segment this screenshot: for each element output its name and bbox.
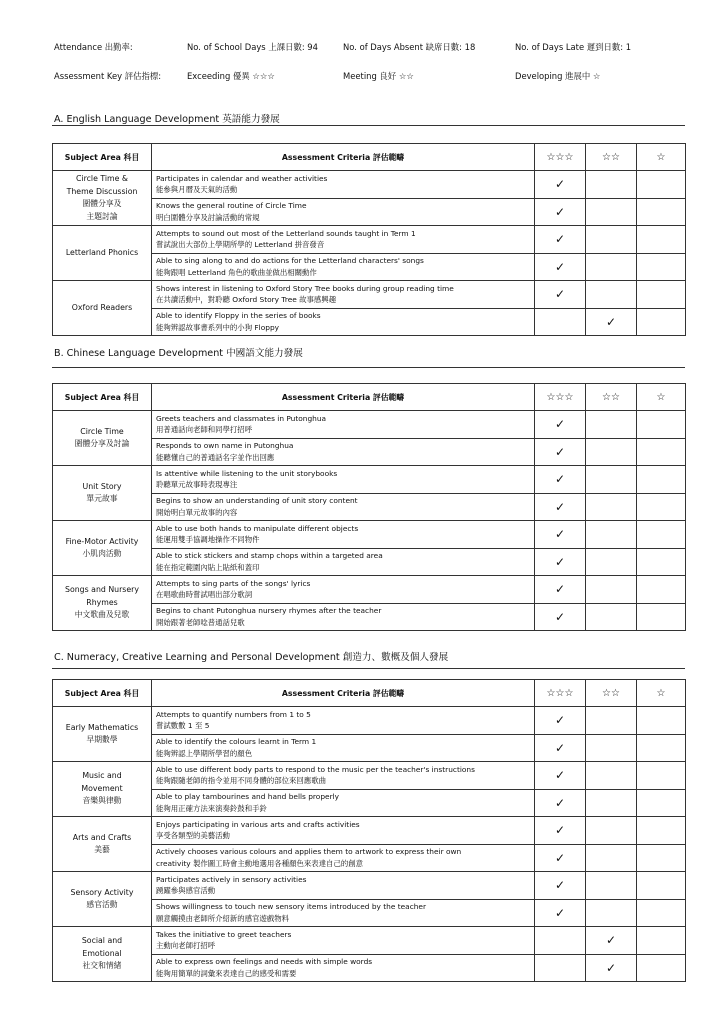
subject-area-cell — [53, 707, 152, 762]
criteria-chinese: 能夠用簡單的詞彙來表達自己的感受和需要 — [156, 968, 297, 978]
rating-exceeding-cell — [535, 226, 586, 254]
rating-exceeding-cell — [535, 789, 586, 817]
chinese-assessment-table — [52, 383, 686, 631]
criteria-english: Shows willingness to touch new sensory items introduced by the teacher — [156, 902, 427, 912]
rating-exceeding-cell — [535, 762, 586, 790]
subject-area-label: Early Mathematics — [65, 722, 139, 732]
subject-area-cell — [53, 872, 152, 927]
subject-area-cell — [53, 762, 152, 817]
check-icon: ✓ — [554, 850, 566, 865]
rating-exceeding-cell — [535, 493, 586, 521]
table-row — [53, 817, 686, 845]
criteria-english: Able to express own feelings and needs with simple words — [156, 957, 373, 967]
developing-header: ☆ — [637, 144, 686, 171]
rating-developing-cell — [637, 521, 686, 549]
subject-area-cell — [53, 226, 152, 281]
subject-area-label: Songs and Nursery — [65, 585, 139, 595]
criteria-header: Assessment Criteria 評估範疇 — [152, 680, 535, 707]
subject-area-header: Subject Area 科目 — [53, 144, 152, 171]
criteria-chinese: 明白圍體分享及討論活動的常規 — [156, 212, 260, 222]
exceeding-header: ☆☆☆ — [535, 144, 586, 171]
criteria-chinese: 能夠辨認故事書系列中的小狗 Floppy — [156, 322, 280, 332]
key-meeting: Meeting 良好 ☆☆ — [343, 71, 414, 81]
criteria-header: Assessment Criteria 評估範疇 — [152, 384, 535, 411]
check-icon: ✓ — [554, 740, 566, 755]
subject-area-cell — [53, 576, 152, 631]
table-row — [53, 872, 686, 900]
criteria-english: Begins to chant Putonghua nursery rhymes after the teacher — [156, 606, 382, 616]
criteria-chinese: 聆聽單元故事時表現專注 — [156, 480, 238, 490]
rating-developing-cell — [637, 548, 686, 576]
subject-area-label: 單元故事 — [86, 494, 118, 503]
criteria-english: Actively chooses various colours and applies them to artwork to express their own — [156, 847, 462, 857]
table-row — [53, 927, 686, 955]
assessment-key-label: Assessment Key 評估指標: — [54, 71, 162, 81]
table-row — [53, 171, 686, 199]
key-exceeding: Exceeding 優異 ☆☆☆ — [187, 71, 275, 81]
numeracy-assessment-table — [52, 679, 686, 982]
rating-developing-cell — [637, 899, 686, 927]
rating-meeting-cell — [586, 171, 637, 199]
rating-meeting-cell — [586, 281, 637, 309]
rating-developing-cell — [637, 493, 686, 521]
rating-meeting-cell — [586, 844, 637, 872]
check-icon: ✓ — [554, 795, 566, 810]
days-absent: No. of Days Absent 缺席日數: 18 — [343, 42, 476, 52]
criteria-english: Able to play tambourines and hand bells properly — [156, 792, 340, 802]
criteria-english: Greets teachers and classmates in Putonghua — [156, 413, 327, 423]
check-icon: ✓ — [605, 314, 617, 329]
check-icon: ✓ — [554, 823, 566, 838]
criteria-cell — [152, 576, 535, 604]
check-icon: ✓ — [554, 713, 566, 728]
check-icon: ✓ — [554, 177, 566, 192]
rating-developing-cell — [637, 603, 686, 631]
rating-developing-cell — [637, 576, 686, 604]
table-row — [53, 411, 686, 439]
check-icon: ✓ — [605, 933, 617, 948]
subject-area-label: Letterland Phonics — [65, 247, 139, 257]
criteria-chinese: 在唱歌曲時嘗試唱出部分歌詞 — [156, 590, 253, 600]
rating-exceeding-cell — [535, 954, 586, 982]
criteria-chinese: 能夠跟隨老師的指令並用不同身體的部位來回應歌曲 — [156, 776, 326, 786]
check-icon: ✓ — [605, 960, 617, 975]
criteria-cell — [152, 927, 535, 955]
criteria-cell — [152, 817, 535, 845]
rating-developing-cell — [637, 226, 686, 254]
rating-meeting-cell — [586, 762, 637, 790]
criteria-cell — [152, 226, 535, 254]
criteria-header: Assessment Criteria 評估範疇 — [152, 144, 535, 171]
rating-meeting-cell — [586, 253, 637, 281]
rating-exceeding-cell — [535, 872, 586, 900]
criteria-english: Responds to own name in Putonghua — [156, 441, 294, 451]
check-icon: ✓ — [554, 582, 566, 597]
criteria-cell — [152, 844, 535, 872]
criteria-cell — [152, 734, 535, 762]
table-row — [53, 466, 686, 494]
subject-area-label: Sensory Activity — [70, 887, 134, 897]
criteria-cell — [152, 253, 535, 281]
rating-meeting-cell — [586, 226, 637, 254]
school-days: No. of School Days 上課日數: 94 — [187, 42, 318, 52]
check-icon: ✓ — [554, 609, 566, 624]
rating-exceeding-cell — [535, 548, 586, 576]
rating-exceeding-cell — [535, 603, 586, 631]
check-icon: ✓ — [554, 259, 566, 274]
criteria-chinese: 踴躍參與感官活動 — [156, 886, 216, 896]
criteria-cell — [152, 438, 535, 466]
rating-exceeding-cell — [535, 521, 586, 549]
rating-meeting-cell — [586, 872, 637, 900]
criteria-english: Able to stick stickers and stamp chops within a targeted area — [156, 551, 383, 561]
criteria-chinese: 嘗試說出大部份上學期所學的 Letterland 拼音發音 — [156, 240, 325, 250]
criteria-english: Attempts to quantify numbers from 1 to 5 — [156, 709, 311, 719]
rating-exceeding-cell — [535, 466, 586, 494]
check-icon: ✓ — [554, 472, 566, 487]
check-icon: ✓ — [554, 204, 566, 219]
criteria-chinese: 在共讀活動中，對聆聽 Oxford Story Tree 故事感興趣 — [156, 295, 337, 305]
criteria-english: Enjoys participating in various arts and crafts activities — [156, 819, 360, 829]
criteria-english: Participates actively in sensory activities — [156, 874, 307, 884]
table-header-row — [53, 144, 686, 171]
rating-meeting-cell — [586, 954, 637, 982]
subject-area-label: Emotional — [82, 948, 122, 958]
attendance-label: Attendance 出勤率: — [54, 42, 133, 52]
rating-meeting-cell — [586, 603, 637, 631]
criteria-chinese: 能在指定範圍內貼上貼紙和蓋印 — [156, 562, 260, 572]
subject-area-label: Rhymes — [86, 597, 118, 607]
developing-header: ☆ — [637, 384, 686, 411]
criteria-chinese: 能運用雙手協調地操作不同物件 — [156, 535, 260, 545]
rating-exceeding-cell — [535, 899, 586, 927]
subject-area-label: Unit Story — [82, 481, 122, 491]
rating-developing-cell — [637, 789, 686, 817]
rating-developing-cell — [637, 872, 686, 900]
criteria-cell — [152, 411, 535, 439]
criteria-cell — [152, 521, 535, 549]
subject-area-label: Circle Time — [80, 426, 124, 436]
subject-area-label: Fine-Motor Activity — [65, 536, 139, 546]
rating-meeting-cell — [586, 198, 637, 226]
rating-developing-cell — [637, 411, 686, 439]
rating-meeting-cell — [586, 411, 637, 439]
rating-exceeding-cell — [535, 438, 586, 466]
criteria-english: Shows interest in listening to Oxford Story Tree books during group reading time — [156, 283, 454, 293]
criteria-english: Attempts to sound out most of the Letterland sounds taught in Term 1 — [156, 228, 416, 238]
subject-area-cell — [53, 281, 152, 336]
rating-exceeding-cell — [535, 927, 586, 955]
rating-exceeding-cell — [535, 253, 586, 281]
criteria-english: Knows the general routine of Circle Time — [156, 201, 307, 211]
rating-meeting-cell — [586, 493, 637, 521]
criteria-chinese: 開始明白單元故事的內容 — [156, 507, 238, 517]
section-title-chinese: B. Chinese Language Development 中國語文能力發展 — [54, 348, 303, 359]
criteria-cell — [152, 954, 535, 982]
subject-area-cell — [53, 521, 152, 576]
criteria-cell — [152, 603, 535, 631]
criteria-english: Able to use different body parts to respond to the music per the teacher's instructions — [156, 764, 475, 774]
rating-meeting-cell — [586, 548, 637, 576]
rating-exceeding-cell — [535, 281, 586, 309]
criteria-cell — [152, 171, 535, 199]
subject-area-label: Oxford Readers — [71, 302, 133, 312]
rating-exceeding-cell — [535, 817, 586, 845]
criteria-chinese: 主動向老師打招呼 — [156, 941, 216, 951]
rating-developing-cell — [637, 198, 686, 226]
rating-developing-cell — [637, 927, 686, 955]
rating-exceeding-cell — [535, 734, 586, 762]
check-icon: ✓ — [554, 232, 566, 247]
rating-developing-cell — [637, 844, 686, 872]
criteria-english: Is attentive while listening to the unit storybooks — [156, 468, 338, 478]
rating-meeting-cell — [586, 438, 637, 466]
rating-meeting-cell — [586, 927, 637, 955]
section-rule — [52, 125, 685, 126]
subject-area-label: 社交和情緒 — [82, 961, 122, 971]
subject-area-label: 圍體分享及 — [82, 199, 122, 208]
table-row — [53, 707, 686, 735]
criteria-cell — [152, 789, 535, 817]
rating-developing-cell — [637, 734, 686, 762]
criteria-cell — [152, 548, 535, 576]
subject-area-label: Music and — [82, 771, 122, 781]
exceeding-header: ☆☆☆ — [535, 384, 586, 411]
criteria-cell — [152, 308, 535, 336]
rating-meeting-cell — [586, 707, 637, 735]
subject-area-header: Subject Area 科目 — [53, 680, 152, 707]
criteria-chinese: 能夠辨認上學期所學習的顏色 — [156, 748, 253, 758]
rating-meeting-cell — [586, 817, 637, 845]
criteria-chinese: 享受各類型的美藝活動 — [156, 831, 230, 841]
criteria-cell — [152, 466, 535, 494]
criteria-english: Able to identify the colours learnt in Term 1 — [156, 737, 317, 747]
check-icon: ✓ — [554, 878, 566, 893]
table-header-row — [53, 680, 686, 707]
subject-area-label: Arts and Crafts — [72, 832, 132, 842]
section-title-numeracy: C. Numeracy, Creative Learning and Personal Development 創造力、數概及個人發展 — [54, 652, 449, 663]
criteria-english: Takes the initiative to greet teachers — [156, 929, 292, 939]
exceeding-header: ☆☆☆ — [535, 680, 586, 707]
rating-developing-cell — [637, 762, 686, 790]
check-icon: ✓ — [554, 499, 566, 514]
subject-area-label: 圍體分享及討論 — [74, 439, 130, 448]
rating-meeting-cell — [586, 466, 637, 494]
criteria-cell — [152, 762, 535, 790]
english-assessment-table — [52, 143, 686, 336]
subject-area-label: 小肌肉活動 — [82, 549, 122, 558]
rating-exceeding-cell — [535, 576, 586, 604]
rating-developing-cell — [637, 438, 686, 466]
subject-area-cell — [53, 411, 152, 466]
rating-exceeding-cell — [535, 171, 586, 199]
rating-meeting-cell — [586, 521, 637, 549]
key-developing: Developing 進展中 ☆ — [515, 71, 601, 81]
criteria-english: Able to use both hands to manipulate different objects — [156, 523, 359, 533]
subject-area-cell — [53, 466, 152, 521]
subject-area-label: Movement — [81, 783, 123, 793]
table-row — [53, 576, 686, 604]
subject-area-label: 音樂與律動 — [82, 796, 122, 806]
rating-developing-cell — [637, 954, 686, 982]
table-row — [53, 226, 686, 254]
rating-developing-cell — [637, 707, 686, 735]
criteria-cell — [152, 493, 535, 521]
rating-developing-cell — [637, 171, 686, 199]
section-rule — [52, 668, 685, 669]
rating-meeting-cell — [586, 308, 637, 336]
criteria-chinese: 能參與月曆及天氣的活動 — [156, 185, 238, 195]
subject-area-header: Subject Area 科目 — [53, 384, 152, 411]
subject-area-label: Theme Discussion — [66, 186, 138, 196]
rating-exceeding-cell — [535, 844, 586, 872]
check-icon: ✓ — [554, 554, 566, 569]
table-header-row — [53, 384, 686, 411]
rating-exceeding-cell — [535, 198, 586, 226]
rating-developing-cell — [637, 253, 686, 281]
criteria-cell — [152, 281, 535, 309]
subject-area-label: Social and — [81, 936, 123, 946]
criteria-chinese: 開始跟著老師唸普通話兒歌 — [156, 617, 245, 627]
table-row — [53, 281, 686, 309]
rating-developing-cell — [637, 308, 686, 336]
criteria-chinese: 嘗試數數 1 至 5 — [156, 721, 210, 731]
criteria-chinese: 能聽懂自己的普通話名字並作出回應 — [156, 452, 275, 462]
rating-developing-cell — [637, 281, 686, 309]
criteria-chinese: 願意觸摸由老師所介紹新的感官遊戲物料 — [156, 913, 290, 923]
check-icon: ✓ — [554, 768, 566, 783]
criteria-chinese: creativity 製作圖工時會主動地選用各種顏色來表達自己的創意 — [156, 858, 364, 868]
rating-exceeding-cell — [535, 411, 586, 439]
criteria-cell — [152, 872, 535, 900]
criteria-english: Participates in calendar and weather activities — [156, 173, 328, 183]
criteria-cell — [152, 899, 535, 927]
criteria-english: Begins to show an understanding of unit story content — [156, 496, 358, 506]
rating-meeting-cell — [586, 789, 637, 817]
table-row — [53, 762, 686, 790]
criteria-english: Able to identify Floppy in the series of books — [156, 311, 321, 321]
section-rule — [52, 367, 685, 368]
criteria-chinese: 用普通話向老師和同學打招呼 — [156, 425, 253, 435]
criteria-english: Able to sing along to and do actions for the Letterland characters' songs — [156, 256, 424, 266]
rating-developing-cell — [637, 817, 686, 845]
subject-area-cell — [53, 817, 152, 872]
check-icon: ✓ — [554, 527, 566, 542]
meeting-header: ☆☆ — [586, 680, 637, 707]
rating-exceeding-cell — [535, 707, 586, 735]
rating-developing-cell — [637, 466, 686, 494]
check-icon: ✓ — [554, 417, 566, 432]
rating-meeting-cell — [586, 734, 637, 762]
subject-area-cell — [53, 171, 152, 226]
criteria-cell — [152, 707, 535, 735]
table-row — [53, 521, 686, 549]
subject-area-label: 美藝 — [94, 845, 110, 854]
meeting-header: ☆☆ — [586, 144, 637, 171]
rating-exceeding-cell — [535, 308, 586, 336]
rating-meeting-cell — [586, 576, 637, 604]
subject-area-label: 中文歌曲及兒歌 — [74, 610, 130, 620]
check-icon: ✓ — [554, 905, 566, 920]
criteria-cell — [152, 198, 535, 226]
days-late: No. of Days Late 遲到日數: 1 — [515, 42, 632, 52]
rating-meeting-cell — [586, 899, 637, 927]
subject-area-label: 早期數學 — [86, 735, 118, 744]
subject-area-label: Circle Time & — [75, 174, 128, 183]
criteria-english: Attempts to sing parts of the songs' lyrics — [156, 578, 311, 588]
criteria-chinese: 能夠用正確方法來演奏鈴鼓和手鈴 — [156, 803, 267, 813]
criteria-chinese: 能夠跟唱 Letterland 角色的歌曲並做出相關動作 — [156, 267, 317, 277]
meeting-header: ☆☆ — [586, 384, 637, 411]
section-title-english: A. English Language Development 英語能力發展 — [54, 114, 280, 125]
subject-area-cell — [53, 927, 152, 982]
check-icon: ✓ — [554, 287, 566, 302]
subject-area-label: 感官活動 — [86, 900, 118, 909]
developing-header: ☆ — [637, 680, 686, 707]
check-icon: ✓ — [554, 444, 566, 459]
subject-area-label: 主題討論 — [86, 211, 118, 221]
